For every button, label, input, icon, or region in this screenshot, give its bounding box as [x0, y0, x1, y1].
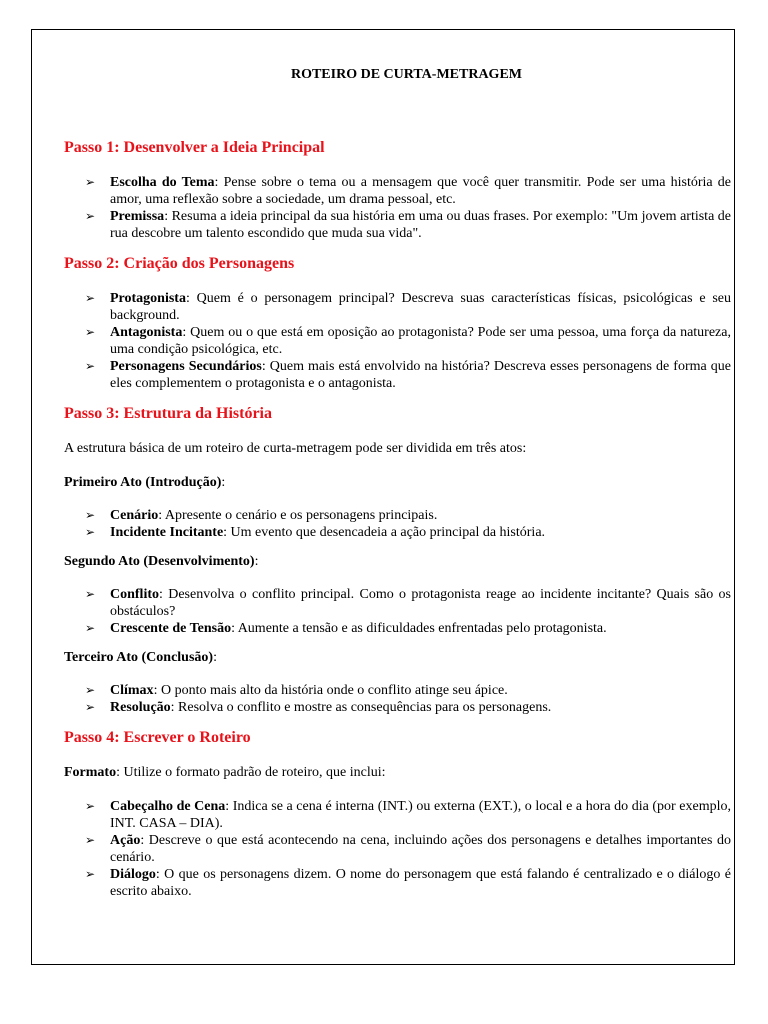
- list-item: [85, 324, 731, 358]
- item-term: Premissa: [110, 209, 165, 224]
- list-item: [85, 290, 731, 324]
- item-term: Cenário: [110, 508, 159, 523]
- step-2-list: [64, 290, 731, 392]
- arrow-bullet-icon: ➢: [85, 621, 96, 635]
- item-text: : O que os personagens dizem. O nome do personagem que está falando é centralizado e o diálogo é escrito abaixo.: [110, 867, 731, 899]
- format-label: Formato: [64, 765, 117, 780]
- arrow-bullet-icon: ➢: [85, 799, 96, 813]
- act-suffix: :: [221, 475, 226, 490]
- step-4-list: [64, 798, 731, 900]
- act-title: Segundo Ato (Desenvolvimento): [64, 554, 255, 569]
- item-text: : Apresente o cenário e os personagens principais.: [158, 508, 438, 523]
- arrow-bullet-icon: ➢: [85, 209, 96, 223]
- step-3-heading: Passo 3: Estrutura da História: [64, 405, 272, 422]
- list-item: [85, 208, 731, 242]
- arrow-bullet-icon: ➢: [85, 683, 96, 697]
- item-term: Diálogo: [110, 867, 156, 882]
- arrow-bullet-icon: ➢: [85, 525, 96, 539]
- list-item: [85, 682, 731, 699]
- list-item: [85, 524, 731, 541]
- list-item: [85, 798, 731, 832]
- item-term: Protagonista: [110, 291, 186, 306]
- list-item: [85, 174, 731, 208]
- act-3-label: [64, 649, 731, 666]
- list-item: [85, 699, 731, 716]
- item-text: : Quem mais está envolvido na história? Descreva esses personagens de forma que eles complementem o protagonista e o antagonista.: [110, 359, 731, 391]
- act-2-list: [64, 586, 731, 637]
- item-term: Ação: [110, 833, 141, 848]
- act-2-label: [64, 553, 731, 570]
- item-text: : Resolva o conflito e mostre as consequências para os personagens.: [170, 700, 552, 715]
- arrow-bullet-icon: ➢: [85, 291, 96, 305]
- act-suffix: :: [213, 650, 217, 665]
- act-1-label: [64, 474, 731, 491]
- item-term: Incidente Incitante: [110, 525, 224, 540]
- item-term: Clímax: [110, 683, 154, 698]
- list-item: [85, 832, 731, 866]
- item-text: : Quem ou o que está em oposição ao protagonista? Pode ser uma pessoa, uma força da natureza, uma condição psicológica, etc.: [110, 325, 731, 357]
- step-4-heading: Passo 4: Escrever o Roteiro: [64, 729, 251, 746]
- list-item: [85, 866, 731, 900]
- item-term: Conflito: [110, 587, 159, 602]
- item-term: Resolução: [110, 700, 171, 715]
- document-title: ROTEIRO DE CURTA-METRAGEM: [290, 67, 523, 82]
- item-text: : Desenvolva o conflito principal. Como o protagonista reage ao incidente incitante? Quais são os obstáculos?: [110, 587, 731, 619]
- arrow-bullet-icon: ➢: [85, 359, 96, 373]
- arrow-bullet-icon: ➢: [85, 700, 96, 714]
- step-2-heading: Passo 2: Criação dos Personagens: [64, 255, 295, 272]
- list-item: [85, 586, 731, 620]
- format-paragraph: [64, 764, 731, 781]
- item-text: : Um evento que desencadeia a ação principal da história.: [223, 525, 546, 540]
- arrow-bullet-icon: ➢: [85, 587, 96, 601]
- arrow-bullet-icon: ➢: [85, 175, 96, 189]
- act-title: Terceiro Ato (Conclusão): [64, 650, 214, 665]
- format-text: : Utilize o formato padrão de roteiro, que inclui:: [116, 765, 386, 780]
- arrow-bullet-icon: ➢: [85, 867, 96, 881]
- list-item: [85, 507, 731, 524]
- item-term: Escolha do Tema: [110, 175, 215, 190]
- list-item: [85, 358, 731, 392]
- item-text: : O ponto mais alto da história onde o conflito atinge seu ápice.: [153, 683, 508, 698]
- item-text: : Descreve o que está acontecendo na cena, incluindo ações dos personagens e detalhes importantes do cenário.: [110, 833, 731, 865]
- act-3-list: [64, 682, 731, 716]
- arrow-bullet-icon: ➢: [85, 833, 96, 847]
- document-body: [64, 66, 731, 912]
- step-1-heading: Passo 1: Desenvolver a Ideia Principal: [64, 139, 325, 156]
- step-1-list: [64, 174, 731, 242]
- item-text: : Pense sobre o tema ou a mensagem que você quer transmitir. Pode ser uma história de amor, uma reflexão sobre a sociedade, um drama pessoal, etc.: [110, 175, 731, 207]
- arrow-bullet-icon: ➢: [85, 325, 96, 339]
- act-1-list: [64, 507, 731, 541]
- structure-intro: A estrutura básica de um roteiro de curta-metragem pode ser dividida em três atos:: [64, 441, 527, 456]
- item-text: : Resuma a ideia principal da sua história em uma ou duas frases. Por exemplo: "Um jovem artista de rua descobre um talento escondido que muda sua vida".: [110, 209, 731, 241]
- arrow-bullet-icon: ➢: [85, 508, 96, 522]
- act-suffix: :: [254, 554, 259, 569]
- item-term: Crescente de Tensão: [110, 621, 232, 636]
- list-item: [85, 620, 731, 637]
- item-term: Personagens Secundários: [110, 359, 262, 374]
- item-term: Cabeçalho de Cena: [110, 799, 226, 814]
- item-term: Antagonista: [110, 325, 183, 340]
- item-text: : Quem é o personagem principal? Descreva suas características físicas, psicológicas e seu background.: [110, 291, 731, 323]
- item-text: : Aumente a tensão e as dificuldades enfrentadas pelo protagonista.: [231, 621, 607, 636]
- act-title: Primeiro Ato (Introdução): [64, 475, 222, 490]
- item-text: : Indica se a cena é interna (INT.) ou externa (EXT.), o local e a hora do dia (por exemplo, INT. CASA – DIA).: [110, 799, 731, 831]
